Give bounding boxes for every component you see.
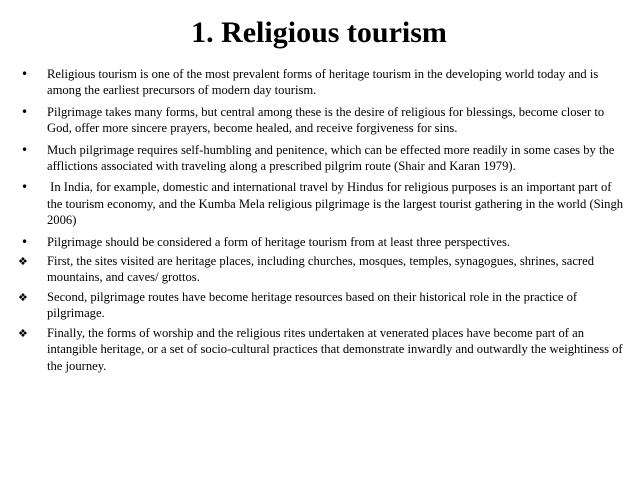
bullet-icon: • [21,67,29,81]
list-item [18,66,628,99]
list-item [18,253,628,286]
list-item-text: Religious tourism is one of the most prevalent forms of heritage tourism in the developing world today and is among the earliest precursors of modern day tourism. [47,67,599,98]
bullet-list [18,66,628,377]
slide-title: 1. Religious tourism [191,16,447,49]
list-item [18,325,628,374]
list-item [18,234,628,250]
list-item [18,179,628,228]
bullet-icon: • [21,104,29,119]
list-item [18,289,628,322]
bullet-icon: • [21,180,29,195]
list-item-text: Much pilgrimage requires self-humbling and penitence, which can be effected more readily in some cases by the afflictions associated with traveling along a prescribed pilgrim route (Shair and Karan 1979). [47,142,615,174]
list-item-text: First, the sites visited are heritage places, including churches, mosques, temples, synagogues, shrines, sacred mountains, and caves/ grottos. [47,254,594,285]
list-item-text: In India, for example, domestic and international travel by Hindus for religious purposes is an important part of the tourism economy, and the Kumba Mela religious pilgrimage is the largest tourist gathering in the world (Singh 2006) [47,180,627,228]
diamond-bullet-icon: ❖ [18,290,28,304]
list-item [18,142,628,175]
list-item-text: Second, pilgrimage routes have become heritage resources based on their historical role in the practice of pilgrimage. [47,289,578,321]
list-item-text: Pilgrimage takes many forms, but central among these is the desire of religious for blessings, become closer to God, offer more sincere prayers, become healed, and receive forgiveness for sins. [47,104,605,136]
diamond-bullet-icon: ❖ [18,326,28,340]
bullet-icon: • [21,234,29,249]
list-item [18,104,628,137]
list-item-text: Finally, the forms of worship and the religious rites undertaken at venerated places have become part of an intangible heritage, or a set of socio-cultural practices that demonstrate inwardly and outwardly the weightiness of the journey. [47,325,623,373]
diamond-bullet-icon: ❖ [18,255,28,269]
list-item-text: Pilgrimage should be considered a form of heritage tourism from at least three perspectives. [47,234,511,249]
bullet-icon: • [21,142,29,157]
